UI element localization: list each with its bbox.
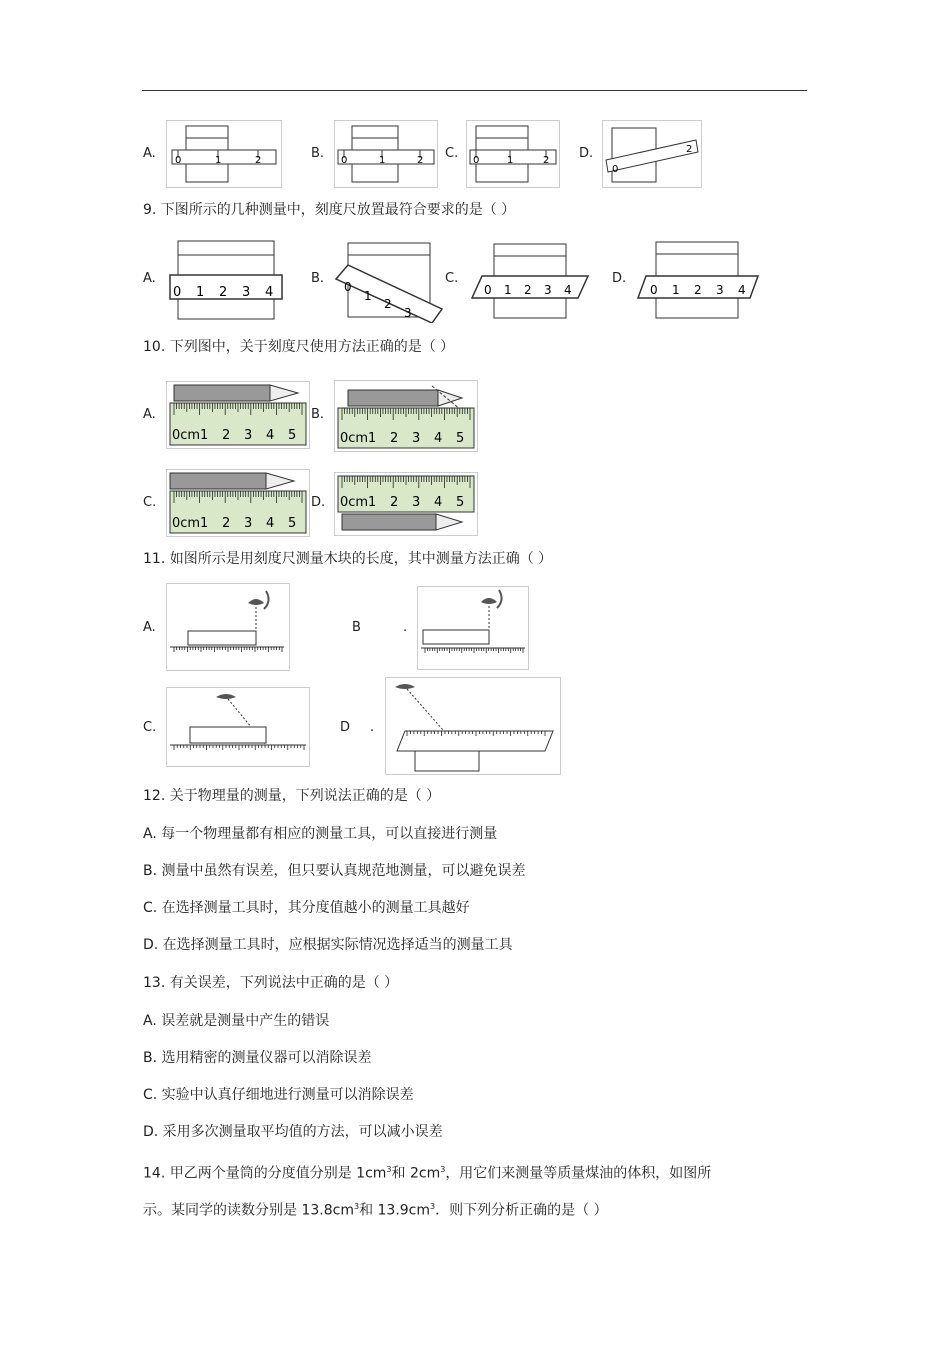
q9d-tick-1: 1 xyxy=(672,283,680,297)
svg-text:0: 0 xyxy=(473,155,480,166)
q9d-tick-2: 2 xyxy=(694,283,702,297)
q11-figure-d xyxy=(385,677,561,775)
q12-stem: 12. 关于物理量的测量，下列说法正确的是（ ） xyxy=(143,788,441,804)
q9c-tick-3: 3 xyxy=(544,283,552,297)
q10c-tick-2: 2 xyxy=(222,516,231,531)
q10a-tick-1: 1 xyxy=(200,428,209,443)
q10b-tick-1: 1 xyxy=(368,431,377,446)
q10c-tick-0cm: 0cm xyxy=(172,516,201,531)
q9-figure-c xyxy=(468,240,592,322)
q11-figure-b xyxy=(417,586,529,670)
header-rule xyxy=(142,90,807,91)
q11-option-d-dot: . xyxy=(370,720,375,735)
q11-figure-c xyxy=(166,687,310,767)
q9a-tick-4: 4 xyxy=(265,285,274,300)
q9-option-c-label: C. xyxy=(445,271,459,286)
q9-figure-d xyxy=(634,238,760,322)
q9-option-b-label: B. xyxy=(311,271,325,286)
q9b-tick-0: 0 xyxy=(344,280,352,294)
q10-option-a-label: A. xyxy=(143,407,156,422)
q14-stem-line1: 14. 甲乙两个量筒的分度值分别是 $1cm^3$和 $2cm^3$，用它们来测量等质量煤油的体积，如图所 xyxy=(143,1165,712,1182)
q10b-tick-5: 5 xyxy=(456,431,465,446)
q10b-tick-0cm: 0cm xyxy=(340,431,369,446)
q11-figure-a xyxy=(166,583,290,671)
q10b-tick-2: 2 xyxy=(390,431,399,446)
q9d-tick-0: 0 xyxy=(650,283,658,297)
q9c-tick-4: 4 xyxy=(564,283,572,297)
svg-text:1: 1 xyxy=(507,155,514,166)
q10-option-d-label: D. xyxy=(311,495,326,510)
q9a-tick-1: 1 xyxy=(196,285,205,300)
q13-stem: 13. 有关误差，下列说法中正确的是（ ） xyxy=(143,975,399,991)
svg-text:1: 1 xyxy=(215,155,222,166)
q12-option-c: C. 在选择测量工具时，其分度值越小的测量工具越好 xyxy=(143,900,470,916)
q10c-tick-5: 5 xyxy=(288,516,297,531)
q8-figure-b xyxy=(334,120,438,188)
svg-text:1: 1 xyxy=(379,155,386,166)
q10c-tick-4: 4 xyxy=(266,516,275,531)
q11-option-d-label: D xyxy=(340,720,351,735)
svg-text:2: 2 xyxy=(686,144,693,155)
svg-text:0: 0 xyxy=(612,164,619,175)
q9a-tick-2: 2 xyxy=(219,285,228,300)
q10d-tick-1: 1 xyxy=(368,495,377,510)
q10d-tick-3: 3 xyxy=(412,495,421,510)
q13-option-a: A. 误差就是测量中产生的错误 xyxy=(143,1013,330,1029)
q8-option-a-label: A. xyxy=(143,146,156,161)
q11-option-a-label: A. xyxy=(143,620,156,635)
q9d-tick-4: 4 xyxy=(738,283,746,297)
q11-option-b-label: B xyxy=(352,620,361,635)
q10d-tick-5: 5 xyxy=(456,495,465,510)
q9b-tick-2: 2 xyxy=(384,297,392,311)
svg-text:2: 2 xyxy=(543,155,550,166)
q9-figure-b xyxy=(334,239,444,323)
q8-figure-d xyxy=(602,120,702,188)
q9c-tick-0: 0 xyxy=(484,283,492,297)
q10d-tick-2: 2 xyxy=(390,495,399,510)
svg-text:0: 0 xyxy=(175,155,182,166)
q9a-tick-3: 3 xyxy=(242,285,251,300)
q8-option-b-label: B. xyxy=(311,146,325,161)
svg-text:0: 0 xyxy=(341,155,348,166)
svg-text:2: 2 xyxy=(255,155,262,166)
q10-stem: 10. 下列图中，关于刻度尺使用方法正确的是（ ） xyxy=(143,339,455,355)
q11-option-b-dot: . xyxy=(403,620,408,635)
q13-option-c: C. 实验中认真仔细地进行测量可以消除误差 xyxy=(143,1087,414,1103)
q8-option-c-label: C. xyxy=(445,146,459,161)
q8-figure-c xyxy=(466,120,560,188)
q12-option-b: B. 测量中虽然有误差，但只要认真规范地测量，可以避免误差 xyxy=(143,863,526,879)
q12-option-a: A. 每一个物理量都有相应的测量工具，可以直接进行测量 xyxy=(143,826,498,842)
svg-text:2: 2 xyxy=(417,155,424,166)
q9d-tick-3: 3 xyxy=(716,283,724,297)
q10a-tick-5: 5 xyxy=(288,428,297,443)
q10d-tick-0cm: 0cm xyxy=(340,495,369,510)
q10a-tick-3: 3 xyxy=(244,428,253,443)
q14-stem-line2: 示。某同学的读数分别是 $13.8cm^3$和 $13.9cm^3$．则下列分析正确的是（ ） xyxy=(143,1202,608,1219)
q9c-tick-2: 2 xyxy=(524,283,532,297)
q9-option-a-label: A. xyxy=(143,271,156,286)
q8-figure-a xyxy=(166,120,282,188)
q8-option-d-label: D. xyxy=(579,146,594,161)
q11-stem: 11. 如图所示是用刻度尺测量木块的长度，其中测量方法正确（ ） xyxy=(143,551,553,567)
q9a-tick-0: 0 xyxy=(173,285,182,300)
q10-figure-d xyxy=(334,472,478,536)
q13-option-d: D. 采用多次测量取平均值的方法，可以减小误差 xyxy=(143,1124,443,1140)
q10a-tick-0cm: 0cm xyxy=(172,428,201,443)
q13-option-b: B. 选用精密的测量仪器可以消除误差 xyxy=(143,1050,372,1066)
q10c-tick-3: 3 xyxy=(244,516,253,531)
q9-stem: 9. 下图所示的几种测量中，刻度尺放置最符合要求的是（ ） xyxy=(143,202,516,218)
q10b-tick-4: 4 xyxy=(434,431,443,446)
q10-option-c-label: C. xyxy=(143,495,157,510)
q9b-tick-3: 3 xyxy=(404,306,412,320)
q10a-tick-2: 2 xyxy=(222,428,231,443)
q9b-tick-1: 1 xyxy=(364,289,372,303)
q11-option-c-label: C. xyxy=(143,720,157,735)
q12-option-d: D. 在选择测量工具时，应根据实际情况选择适当的测量工具 xyxy=(143,937,513,953)
q9-option-d-label: D. xyxy=(612,271,627,286)
q10-figure-b xyxy=(334,380,478,452)
q10d-tick-4: 4 xyxy=(434,495,443,510)
q10c-tick-1: 1 xyxy=(200,516,209,531)
q10-figure-a xyxy=(166,381,310,449)
q9-figure-a xyxy=(166,237,286,323)
q10a-tick-4: 4 xyxy=(266,428,275,443)
q10-figure-c xyxy=(166,469,310,537)
q10-option-b-label: B. xyxy=(311,407,325,422)
q9c-tick-1: 1 xyxy=(504,283,512,297)
q10b-tick-3: 3 xyxy=(412,431,421,446)
